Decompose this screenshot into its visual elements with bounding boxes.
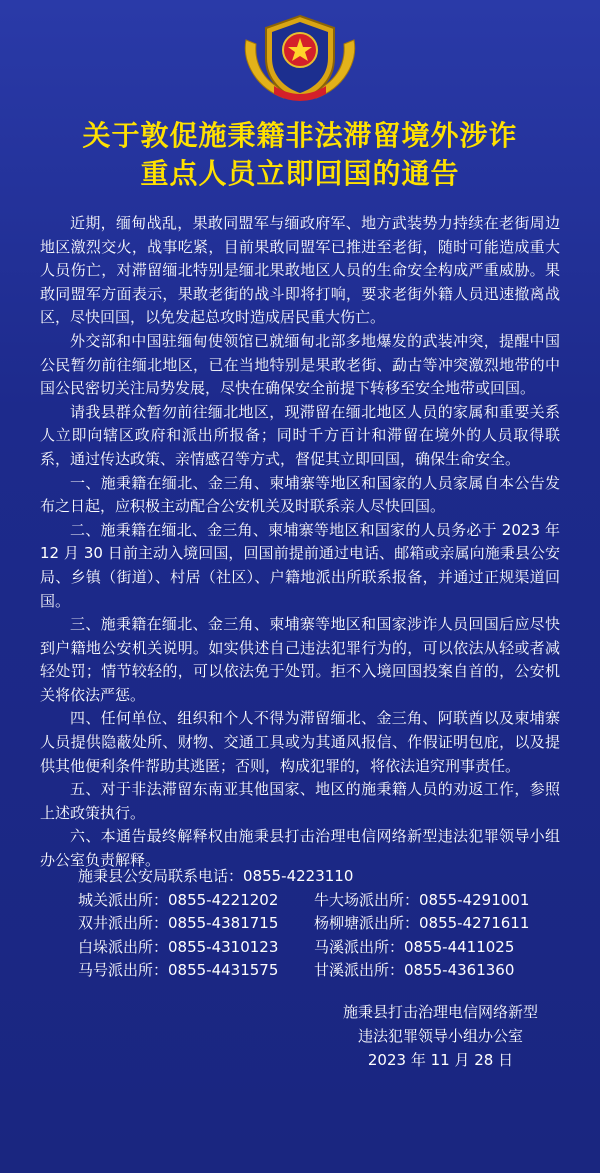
- station-phone: 牛大场派出所：0855-4291001: [314, 890, 530, 909]
- station-phone: 双井派出所：0855-4381715: [78, 914, 279, 932]
- signature-line-1: 施秉县打击治理电信网络新型: [342, 1003, 538, 1021]
- main-phone: 施秉县公安局联系电话：0855-4223110: [78, 867, 354, 885]
- notice-body: [40, 212, 560, 873]
- station-phone: 城关派出所：0855-4221202: [78, 890, 279, 909]
- police-emblem-icon: [238, 10, 362, 106]
- station-phone: 白垛派出所：0855-4310123: [78, 937, 279, 956]
- signature-line-2: 违法犯罪领导小组办公室: [357, 1027, 523, 1045]
- contact-list: [78, 865, 558, 983]
- paragraph-5: 二、施秉籍在缅北、金三角、柬埔寨等地区和国家的人员务必于 2023 年 12 月 30 日前主动入境回国，回国前提前通过电话、邮箱或亲属向施秉县公安局、乡镇（街道）、村居（社区）、户籍地派出所联系报备，并通过正规渠道回国。: [40, 520, 560, 610]
- paragraph-7: 四、任何单位、组织和个人不得为滞留缅北、金三角、阿联酋以及柬埔寨人员提供隐蔽处所、财物、交通工具或为其通风报信、作假证明包庇，以及提供其他便利条件帮助其逃匿；否则，构成犯罪的，将依法追究刑事责任。: [40, 709, 560, 775]
- paragraph-6: 三、施秉籍在缅北、金三角、柬埔寨等地区和国家涉诈人员回国后应尽快到户籍地公安机关说明。如实供述自己违法犯罪行为的，可以依法从轻或者减轻处罚；情节较轻的，可以依法免于处罚。拒不入境回国投案自首的，公安机关将依法严惩。: [40, 615, 560, 704]
- station-phone: 甘溪派出所：0855-4361360: [314, 961, 515, 979]
- signature-date: 2023 年 11 月 28 日: [367, 1051, 514, 1069]
- station-phone: 马号派出所：0855-4431575: [78, 961, 279, 979]
- station-phone: 马溪派出所：0855-4411025: [314, 937, 515, 956]
- notice-title-line-2: 重点人员立即回国的通告: [140, 157, 460, 190]
- station-phone: 杨柳塘派出所：0855-4271611: [314, 914, 530, 932]
- station-grid: [78, 889, 558, 983]
- paragraph-9: 六、本通告最终解释权由施秉县打击治理电信网络新型违法犯罪领导小组办公室负责解释。: [40, 827, 560, 870]
- paragraph-4: 一、施秉籍在缅北、金三角、柬埔寨等地区和国家的人员家属自本公告发布之日起，应积极主动配合公安机关及时联系亲人尽快回国。: [40, 473, 560, 516]
- signature-block: [343, 1000, 538, 1072]
- paragraph-1: 近期，缅甸战乱，果敢同盟军与缅政府军、地方武装势力持续在老街周边地区激烈交火，战事吃紧，目前果敢同盟军已推进至老街，随时可能造成重大人员伤亡，对滞留缅北特别是缅北果敢地区人员的生命安全构成严重威胁。果敢同盟军方面表示，果敢老街的战斗即将打响，要求老街外籍人员迅速撤离战区，尽快回国，以免发起总攻时造成居民重大伤亡。: [40, 214, 560, 327]
- paragraph-8: 五、对于非法滞留东南亚其他国家、地区的施秉籍人员的劝返工作，参照上述政策执行。: [40, 780, 560, 822]
- paragraph-2: 外交部和中国驻缅甸使领馆已就缅甸北部多地爆发的武装冲突，提醒中国公民暂勿前往缅北地区，已在当地特别是果敢老街、勐古等冲突激烈地带的中国公民密切关注局势发展，尽快在确保安全前提下转移至安全地带或回国。: [40, 331, 560, 398]
- notice-title-line-1: 关于敦促施秉籍非法滞留境外涉诈: [82, 119, 518, 152]
- paragraph-3: 请我县群众暂勿前往缅北地区，现滞留在缅北地区人员的家属和重要关系人立即向辖区政府和派出所报备；同时千方百计和滞留在境外的人员取得联系，通过传达政策、亲情感召等方式，督促其立即回国，确保生命安全。: [40, 402, 560, 468]
